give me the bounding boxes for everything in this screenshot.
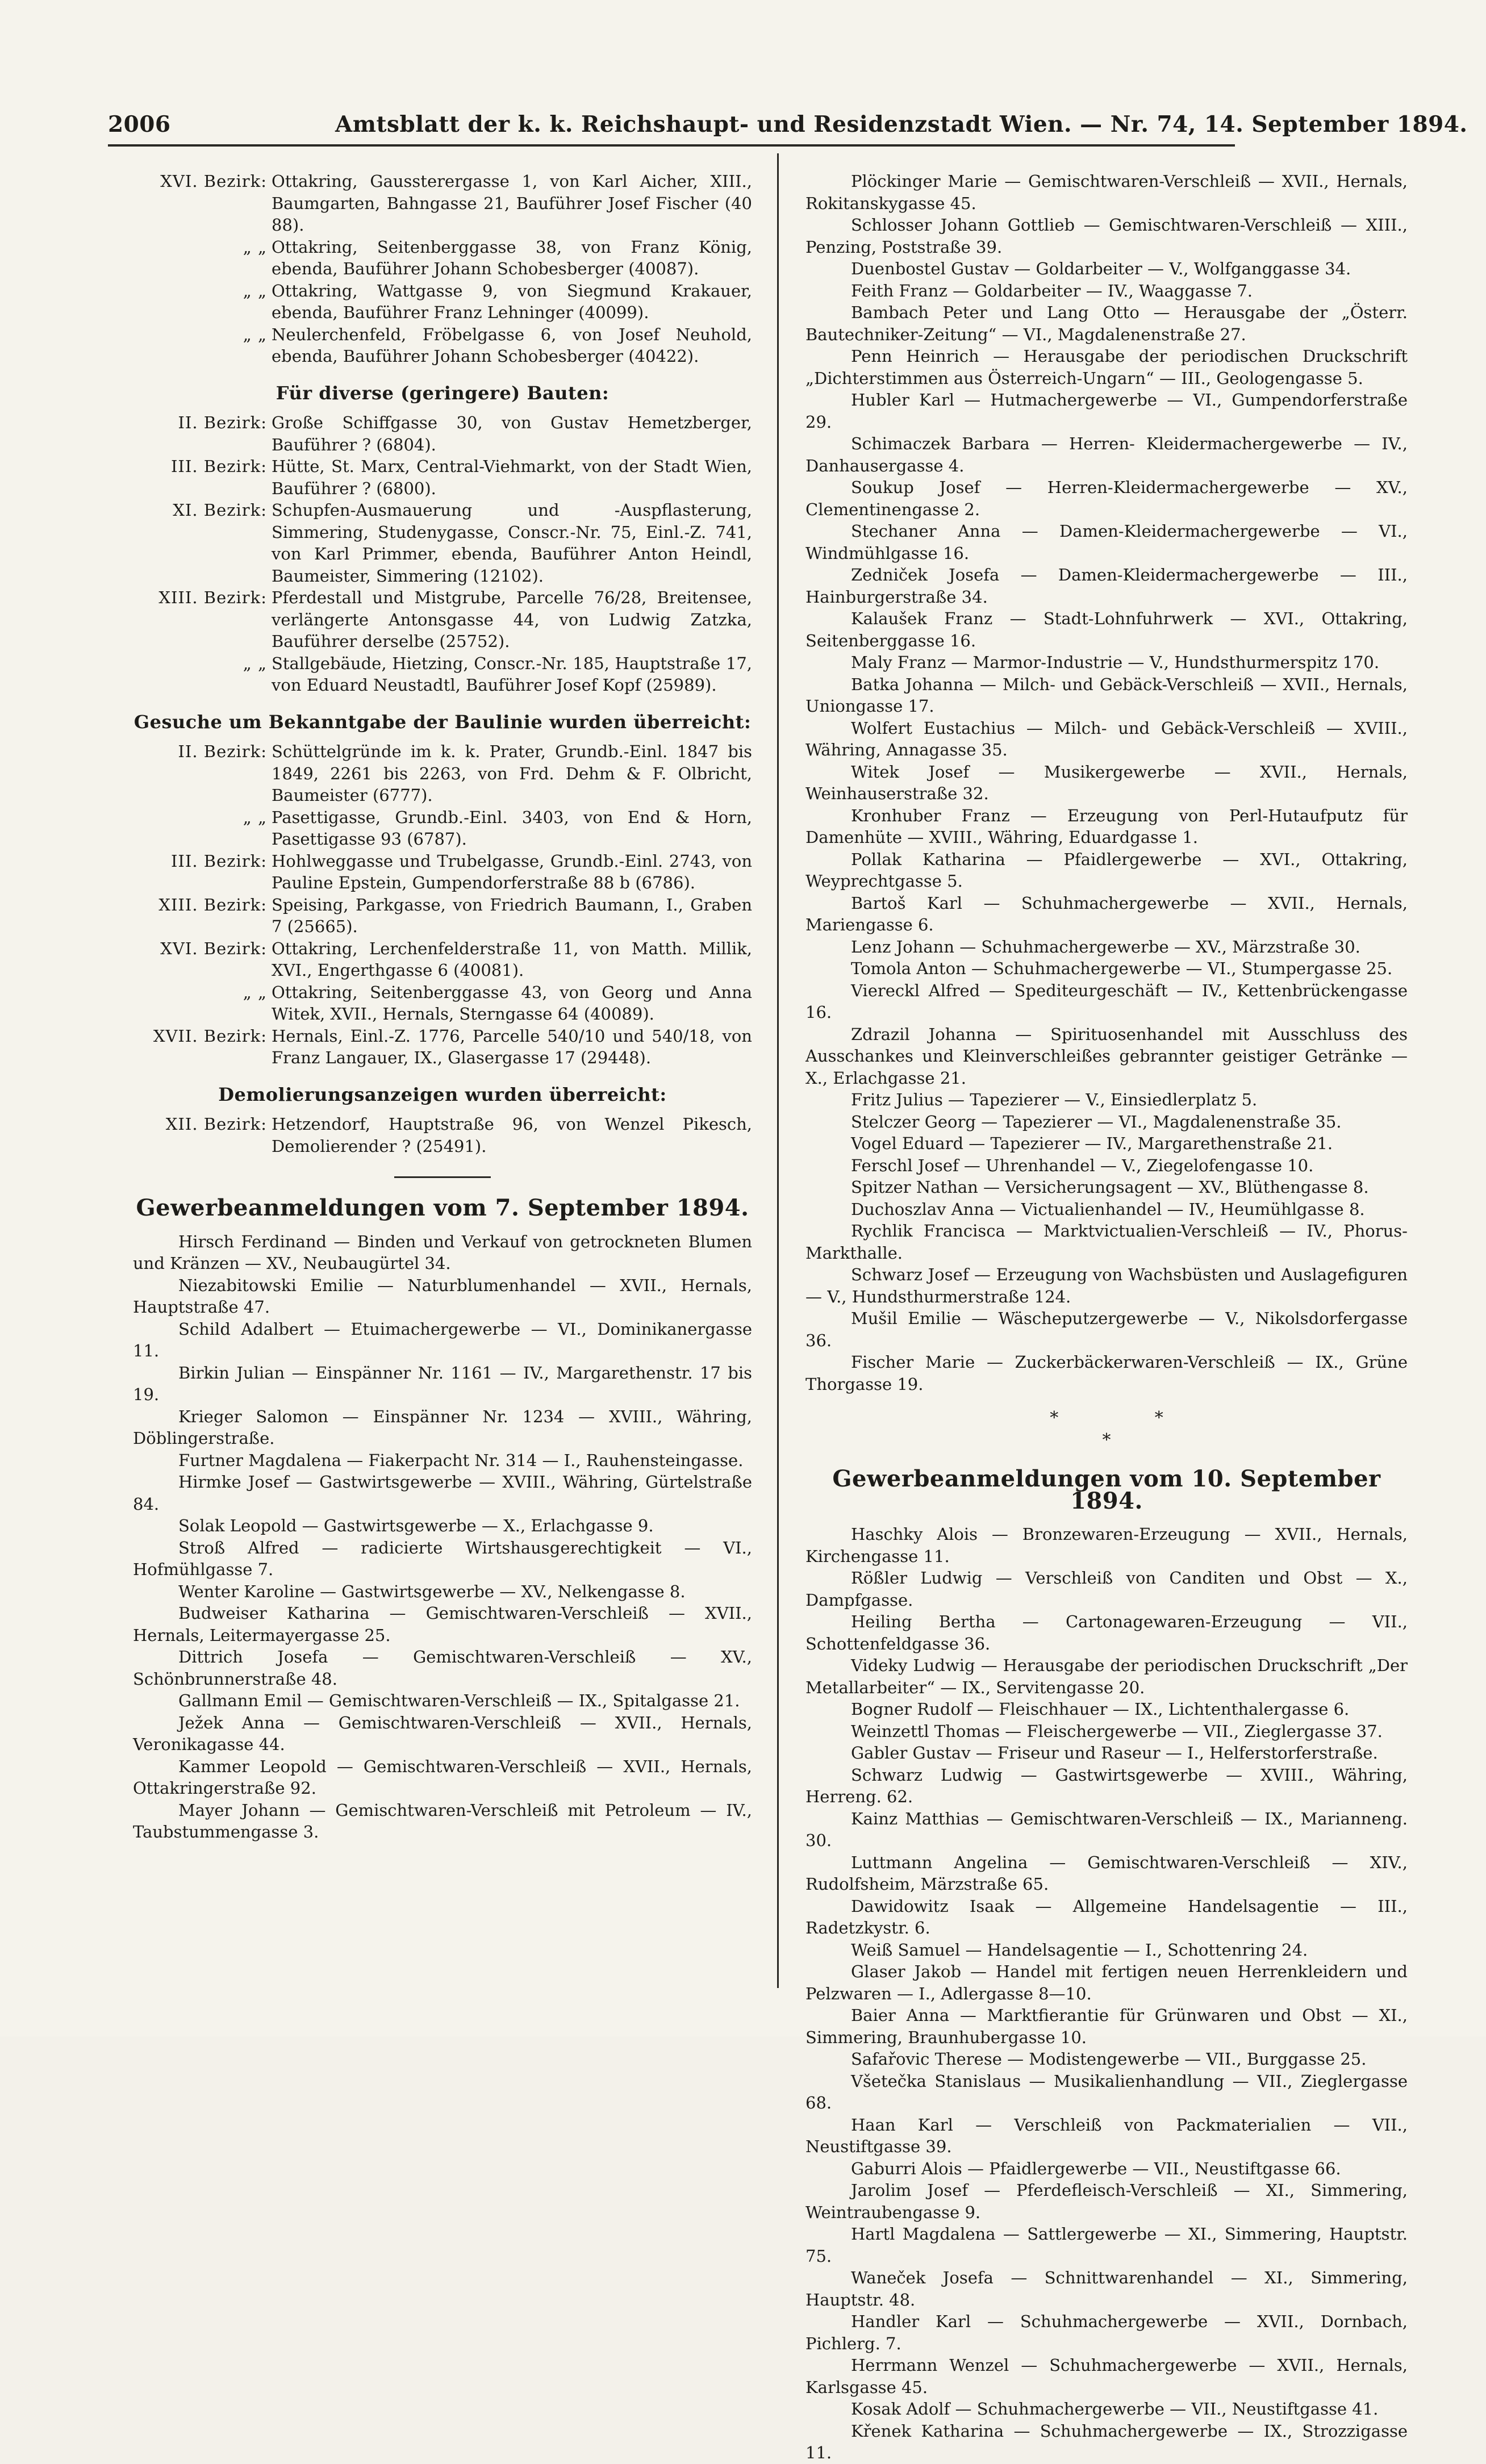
gewerbe-entry: Baier Anna — Marktfierantie für Grünwaren und Obst — XI., Simmering, Braunhubergasse 10. (805, 2006, 1408, 2047)
gewerbe-entry: Vogel Eduard — Tapezierer — IV., Margarethenstraße 21. (851, 1134, 1333, 1153)
gewerbe-entry: Fritz Julius — Tapezierer — V., Einsiedlerplatz 5. (851, 1090, 1258, 1109)
gewerbe-entry: Stelczer Georg — Tapezierer — VI., Magdalenenstraße 35. (851, 1112, 1342, 1131)
bezirk-label: XI. Bezirk: (173, 500, 267, 520)
header-rule (108, 144, 1235, 147)
bezirk-entry (133, 456, 752, 499)
bezirk-label: III. Bezirk: (170, 457, 267, 476)
bezirk-entry (133, 280, 752, 324)
gewerbe-entry: Schwarz Ludwig — Gastwirtsgewerbe — XVIII., Währing, Herreng. 62. (805, 1765, 1408, 1806)
bezirk-text: Hernals, Einl.-Z. 1776, Parcelle 540/10 und 540/18, von Franz Langauer, IX., Glasergasse 17 (29448). (272, 1026, 752, 1067)
bezirk-entry (133, 982, 752, 1025)
gewerbe-entry: Zedniček Josefa — Damen-Kleidermachergewerbe — III., Hainburgerstraße 34. (805, 565, 1408, 607)
bezirk-label: „ „ (243, 807, 267, 827)
gewerbe-entry: Hartl Magdalena — Sattlergewerbe — XI., Simmering, Hauptstr. 75. (805, 2224, 1408, 2266)
gewerbe-entry: Pollak Katharina — Pfaidlergewerbe — XVI., Ottakring, Weyprechtgasse 5. (805, 849, 1408, 891)
gewerbe-entry: Gaburri Alois — Pfaidlergewerbe — VII., Neustiftgasse 66. (851, 2158, 1341, 2178)
bezirk-list-block1 (133, 170, 752, 367)
bezirk-entry (133, 850, 752, 894)
gewerbe-entry: Bogner Rudolf — Fleischhauer — IX., Lichtenthalergasse 6. (851, 1699, 1350, 1719)
gewerbe-entry: Herrmann Wenzel — Schuhmachergewerbe — XVII., Hernals, Karlsgasse 45. (805, 2356, 1408, 2397)
gewerbe-entry: Soukup Josef — Herren-Kleidermachergewerbe — XV., Clementinengasse 2. (805, 478, 1408, 519)
bezirk-entry (133, 236, 752, 280)
bezirk-entry (133, 170, 752, 236)
gewerbe-entry: Lenz Johann — Schuhmachergewerbe — XV., Märzstraße 30. (851, 937, 1360, 957)
gewerbe-entry: Křenek Katharina — Schuhmachergewerbe — IX., Strozzigasse 11. (805, 2421, 1408, 2462)
gewerbe-entry: Kammer Leopold — Gemischtwaren-Verschleiß — XVII., Hernals, Ottakringerstraße 92. (133, 1756, 752, 1798)
gewerbe-entry: Dawidowitz Isaak — Allgemeine Handelsagentie — III., Radetzkystr. 6. (805, 1896, 1408, 1937)
gewerbe-entry: Duchoszlav Anna — Victualienhandel — IV., Heumühlgasse 8. (851, 1199, 1365, 1219)
gewerbe-entry: Budweiser Katharina — Gemischtwaren-Verschleiß — XVII., Hernals, Leitermayergasse 25. (133, 1603, 752, 1645)
gewerbe-entry: Wenter Karoline — Gastwirtsgewerbe — XV., Nelkengasse 8. (178, 1581, 686, 1601)
gewerbe-entry: Kainz Matthias — Gemischtwaren-Verschleiß — IX., Marianneng. 30. (805, 1809, 1408, 1850)
gewerbe-entry: Witek Josef — Musikergewerbe — XVII., Hernals, Weinhauserstraße 32. (805, 762, 1408, 803)
gewerbe-entry: Batka Johanna — Milch- und Gebäck-Verschleiß — XVII., Hernals, Uniongasse 17. (805, 674, 1408, 716)
gewerbe-entry: Rychlik Francisca — Marktvictualien-Verschleiß — IV., Phorus-Markthalle. (805, 1221, 1408, 1263)
gewerbe-entry: Heiling Bertha — Cartonagewaren-Erzeugung — VII., Schottenfeldgasse 36. (805, 1612, 1408, 1653)
gewerbe-entry: Všetečka Stanislaus — Musikalienhandlung — VII., Zieglergasse 68. (805, 2071, 1408, 2112)
bezirk-text: Ottakring, Seitenberggasse 38, von Franz König, ebenda, Bauführer Johann Schobesberger (40087). (272, 237, 752, 278)
gewerbe-entry: Solak Leopold — Gastwirtsgewerbe — X., Erlachgasse 9. (178, 1516, 654, 1535)
gewerbe-entry: Gallmann Emil — Gemischtwaren-Verschleiß — IX., Spitalgasse 21. (178, 1691, 740, 1710)
bezirk-text: Pasettigasse, Grundb.-Einl. 3403, von End & Horn, Pasettigasse 93 (6787). (272, 807, 752, 849)
gewerbe-entry: Mušil Emilie — Wäscheputzergewerbe — V., Nikolsdorfergasse 36. (805, 1309, 1408, 1350)
section-divider (394, 1176, 491, 1178)
bezirk-text: Ottakring, Seitenberggasse 43, von Georg und Anna Witek, XVII., Hernals, Sterngasse 64 (40089). (272, 982, 752, 1024)
demolierung-heading: Demolierungsanzeigen wurden überreicht: (218, 1083, 667, 1105)
bezirk-list-baulinie (133, 741, 752, 1069)
asterism-bottom: * (1102, 1430, 1111, 1450)
gewerbe-entry: Fischer Marie — Zuckerbäckerwaren-Verschleiß — IX., Grüne Thorgasse 19. (805, 1352, 1408, 1394)
gewerbe-entry: Viereckl Alfred — Spediteurgeschäft — IV., Kettenbrückengasse 16. (805, 980, 1408, 1022)
diverse-heading: Für diverse (geringere) Bauten: (276, 382, 610, 404)
asterism-top: * * (1050, 1408, 1209, 1428)
gewerbe-entry: Krieger Salomon — Einspänner Nr. 1234 — XVIII., Währing, Döblingerstraße. (133, 1406, 752, 1448)
gewerbe-entry: Mayer Johann — Gemischtwaren-Verschleiß mit Petroleum — IV., Taubstummengasse 3. (133, 1800, 752, 1841)
gewerbe-entry: Waneček Josefa — Schnittwarenhandel — XI., Simmering, Hauptstr. 48. (805, 2268, 1408, 2310)
gewerbe-entry: Niezabitowski Emilie — Naturblumenhandel — XVII., Hernals, Hauptstraße 47. (133, 1275, 752, 1317)
gewerbe-entry: Zdrazil Johanna — Spirituosenhandel mit Ausschluss des Ausschankes und Kleinverschleißes gebrannter geistiger Getränke — X., Erlachgasse 21. (805, 1024, 1408, 1088)
gewerbe-entry: Kosak Adolf — Schuhmachergewerbe — VII., Neustiftgasse 41. (851, 2399, 1379, 2419)
bezirk-label: „ „ (243, 237, 267, 257)
gewerbe-entry: Ferschl Josef — Uhrenhandel — V., Ziegelofengasse 10. (851, 1155, 1314, 1175)
bezirk-list-diverse (133, 412, 752, 696)
bezirk-text: Schupfen-Ausmauerung und -Auspflasterung, Simmering, Studenygasse, Conscr.-Nr. 75, Einl.-Z. 741, von Karl Primmer, ebenda, Bauführer Anton Heindl, Baumeister, Simmering (12102). (272, 500, 752, 586)
gewerbe-entry: Handler Karl — Schuhmachergewerbe — XVII., Dornbach, Pichlerg. 7. (805, 2312, 1408, 2353)
bezirk-label: XVI. Bezirk: (160, 938, 267, 958)
gewerbe-entry: Schwarz Josef — Erzeugung von Wachsbüsten und Auslagefiguren — V., Hundsthurmerstraße 124. (805, 1265, 1408, 1306)
gewerbe-entry: Ježek Anna — Gemischtwaren-Verschleiß — XVII., Hernals, Veronikagasse 44. (133, 1713, 752, 1754)
gewerbe-entry: Haan Karl — Verschleiß von Packmaterialien — VII., Neustiftgasse 39. (805, 2115, 1408, 2156)
bezirk-text: Ottakring, Lerchenfelderstraße 11, von Matth. Millik, XVI., Engerthgasse 6 (40081). (272, 938, 752, 980)
bezirk-label: „ „ (243, 653, 267, 673)
gewerbe-entry: Feith Franz — Goldarbeiter — IV., Waaggasse 7. (851, 281, 1253, 300)
gewerbe-list-continued (805, 170, 1408, 1395)
bezirk-text: Schüttelgründe im k. k. Prater, Grundb.-Einl. 1847 bis 1849, 2261 bis 2263, von Frd. Dehm & F. Olbricht, Baumeister (6777). (272, 742, 752, 805)
bezirk-label: XII. Bezirk: (165, 1114, 267, 1134)
gewerbe-entry: Schild Adalbert — Etuimachergewerbe — VI., Dominikanergasse 11. (133, 1319, 752, 1360)
gewerbe-entry: Haschky Alois — Bronzewaren-Erzeugung — XVII., Hernals, Kirchengasse 11. (805, 1525, 1408, 1566)
gewerbe-entry: Jarolim Josef — Pferdefleisch-Verschleiß — XI., Simmering, Weintraubengasse 9. (805, 2181, 1408, 2222)
gewerbe-entry: Dittrich Josefa — Gemischtwaren-Verschleiß — XV., Schönbrunnerstraße 48. (133, 1647, 752, 1689)
gewerbe-entry: Birkin Julian — Einspänner Nr. 1161 — IV., Margarethenstr. 17 bis 19. (133, 1363, 752, 1404)
gewerbe-heading-7-sept: Gewerbeanmeldungen vom 7. September 1894. (136, 1195, 749, 1221)
bezirk-text: Hütte, St. Marx, Central-Viehmarkt, von der Stadt Wien, Bauführer ? (6800). (272, 457, 752, 498)
bezirk-text: Ottakring, Wattgasse 9, von Siegmund Krakauer, ebenda, Bauführer Franz Lehninger (40099). (272, 281, 752, 322)
bezirk-text: Stallgebäude, Hietzing, Conscr.-Nr. 185, Hauptstraße 17, von Eduard Neustadtl, Bauführer Josef Kopf (25989). (272, 653, 752, 695)
bezirk-label: XVI. Bezirk: (160, 172, 267, 191)
gewerbe-entry: Bambach Peter und Lang Otto — Herausgabe der „Österr. Bautechniker-Zeitung“ — VI., Magdalenenstraße 27. (805, 303, 1408, 344)
gewerbe-entry: Luttmann Angelina — Gemischtwaren-Verschleiß — XIV., Rudolfsheim, Märzstraße 65. (805, 1852, 1408, 1894)
gewerbe-entry: Duenbostel Gustav — Goldarbeiter — V., Wolfganggasse 34. (851, 259, 1351, 278)
bezirk-entry (133, 324, 752, 367)
bezirk-entry (133, 1025, 752, 1069)
running-title: Amtsblatt der k. k. Reichshaupt- und Residenzstadt Wien. — Nr. 74, 14. September 1894. (335, 111, 1468, 137)
gewerbe-entry: Stroß Alfred — radicierte Wirtshausgerechtigkeit — VI., Hofmühlgasse 7. (133, 1538, 752, 1579)
bezirk-entry (133, 587, 752, 653)
bezirk-label: II. Bezirk: (178, 742, 267, 761)
bezirk-text: Große Schiffgasse 30, von Gustav Hemetzberger, Bauführer ? (6804). (272, 413, 752, 454)
page-number: 2006 (108, 111, 171, 137)
gewerbe-entry: Bartoš Karl — Schuhmachergewerbe — XVII., Hernals, Mariengasse 6. (805, 893, 1408, 934)
bezirk-text: Hetzendorf, Hauptstraße 96, von Wenzel Pikesch, Demolierender ? (25491). (272, 1114, 752, 1156)
page-header (108, 111, 1468, 143)
gewerbe-entry: Rößler Ludwig — Verschleiß von Canditen und Obst — X., Dampfgasse. (805, 1568, 1408, 1610)
bezirk-label: „ „ (243, 982, 267, 1002)
bezirk-entry (133, 499, 752, 587)
gewerbe-entry: Furtner Magdalena — Fiakerpacht Nr. 314 — I., Rauhensteingasse. (178, 1450, 744, 1470)
bezirk-label: „ „ (243, 324, 267, 344)
gewerbe-entry: Hubler Karl — Hutmachergewerbe — VI., Gumpendorferstraße 29. (805, 390, 1408, 432)
bezirk-list-demolierung (133, 1113, 752, 1157)
gewerbe-entry: Videky Ludwig — Herausgabe der periodischen Druckschrift „Der Metallarbeiter“ — IX., Servitengasse 20. (805, 1656, 1408, 1697)
bezirk-entry (133, 653, 752, 696)
baulinie-heading: Gesuche um Bekanntgabe der Baulinie wurden überreicht: (133, 711, 752, 733)
gewerbe-entry: Safařovic Therese — Modistengewerbe — VII., Burggasse 25. (851, 2049, 1367, 2069)
gewerbe-entry: Hirmke Josef — Gastwirtsgewerbe — XVIII., Währing, Gürtelstraße 84. (133, 1472, 752, 1514)
gewerbe-entry: Weiß Samuel — Handelsagentie — I., Schottenring 24. (851, 1940, 1308, 1960)
gewerbe-entry: Maly Franz — Marmor-Industrie — V., Hundsthurmerspitz 170. (851, 653, 1380, 672)
bezirk-entry (133, 938, 752, 982)
column-divider (777, 153, 779, 1988)
gewerbe-heading-10-sept: Gewerbeanmeldungen vom 10. September 1894. (832, 1465, 1381, 1514)
bezirk-entry (133, 1113, 752, 1157)
bezirk-label: XVII. Bezirk: (153, 1026, 267, 1046)
gewerbe-entry: Wolfert Eustachius — Milch- und Gebäck-Verschleiß — XVIII., Währing, Annagasse 35. (805, 718, 1408, 759)
bezirk-label: „ „ (243, 281, 267, 300)
bezirk-label: XIII. Bezirk: (158, 588, 267, 607)
gewerbe-entry: Kronhuber Franz — Erzeugung von Perl-Hutaufputz für Damenhüte — XVIII., Währing, Eduardgasse 1. (805, 805, 1408, 847)
bezirk-entry (133, 807, 752, 850)
bezirk-text: Hohlweggasse und Trubelgasse, Grundb.-Einl. 2743, von Pauline Epstein, Gumpendorferstraße 88 b (6786). (272, 851, 752, 892)
gewerbe-entry: Weinzettl Thomas — Fleischergewerbe — VII., Zieglergasse 37. (851, 1721, 1383, 1741)
right-column (805, 170, 1408, 2464)
bezirk-text: Pferdestall und Mistgrube, Parcelle 76/28, Breitensee, verlängerte Antonsgasse 44, von Ludwig Zatzka, Bauführer derselbe (25752). (272, 588, 752, 651)
bezirk-entry (133, 894, 752, 938)
gewerbe-entry: Tomola Anton — Schuhmachergewerbe — VI., Stumpergasse 25. (851, 959, 1393, 978)
gewerbe-entry: Penn Heinrich — Herausgabe der periodischen Druckschrift „Dichterstimmen aus Österreich-Ungarn“ — III., Geologengasse 5. (805, 346, 1408, 388)
gewerbe-entry: Stechaner Anna — Damen-Kleidermachergewerbe — VI., Windmühlgasse 16. (805, 521, 1408, 563)
gewerbe-entry: Kalaušek Franz — Stadt-Lohnfuhrwerk — XVI., Ottakring, Seitenberggasse 16. (805, 609, 1408, 650)
gewerbe-entry: Spitzer Nathan — Versicherungsagent — XV., Blüthengasse 8. (851, 1177, 1369, 1197)
gewerbe-entry: Schimaczek Barbara — Herren- Kleidermachergewerbe — IV., Danhausergasse 4. (805, 434, 1408, 475)
gewerbe-entry: Plöckinger Marie — Gemischtwaren-Verschleiß — XVII., Hernals, Rokitanskygasse 45. (805, 172, 1408, 213)
bezirk-text: Ottakring, Gaussterergasse 1, von Karl Aicher, XIII., Baumgarten, Bahngasse 21, Bauführer Josef Fischer (40 88). (272, 172, 752, 235)
gewerbe-entry: Schlosser Johann Gottlieb — Gemischtwaren-Verschleiß — XIII., Penzing, Poststraße 39. (805, 215, 1408, 257)
bezirk-entry (133, 412, 752, 456)
bezirk-label: II. Bezirk: (178, 413, 267, 432)
gewerbe-list-7-sept (133, 1231, 752, 1843)
gewerbe-entry: Hirsch Ferdinand — Binden und Verkauf von getrockneten Blumen und Kränzen — XV., Neubaugürtel 34. (133, 1231, 752, 1273)
left-column (133, 170, 752, 1843)
bezirk-label: XIII. Bezirk: (158, 895, 267, 914)
bezirk-entry (133, 741, 752, 807)
gewerbe-entry: Glaser Jakob — Handel mit fertigen neuen Herrenkleidern und Pelzwaren — I., Adlergasse 8—10. (805, 1962, 1408, 2003)
bezirk-text: Neulerchenfeld, Fröbelgasse 6, von Josef Neuhold, ebenda, Bauführer Johann Schobesberger (40422). (272, 324, 752, 366)
bezirk-label: III. Bezirk: (170, 851, 267, 871)
gewerbe-entry: Gabler Gustav — Friseur und Raseur — I., Helferstorferstraße. (851, 1743, 1378, 1763)
bezirk-text: Speising, Parkgasse, von Friedrich Baumann, I., Graben 7 (25665). (272, 895, 752, 936)
gewerbe-list-10-sept (805, 1523, 1408, 2464)
